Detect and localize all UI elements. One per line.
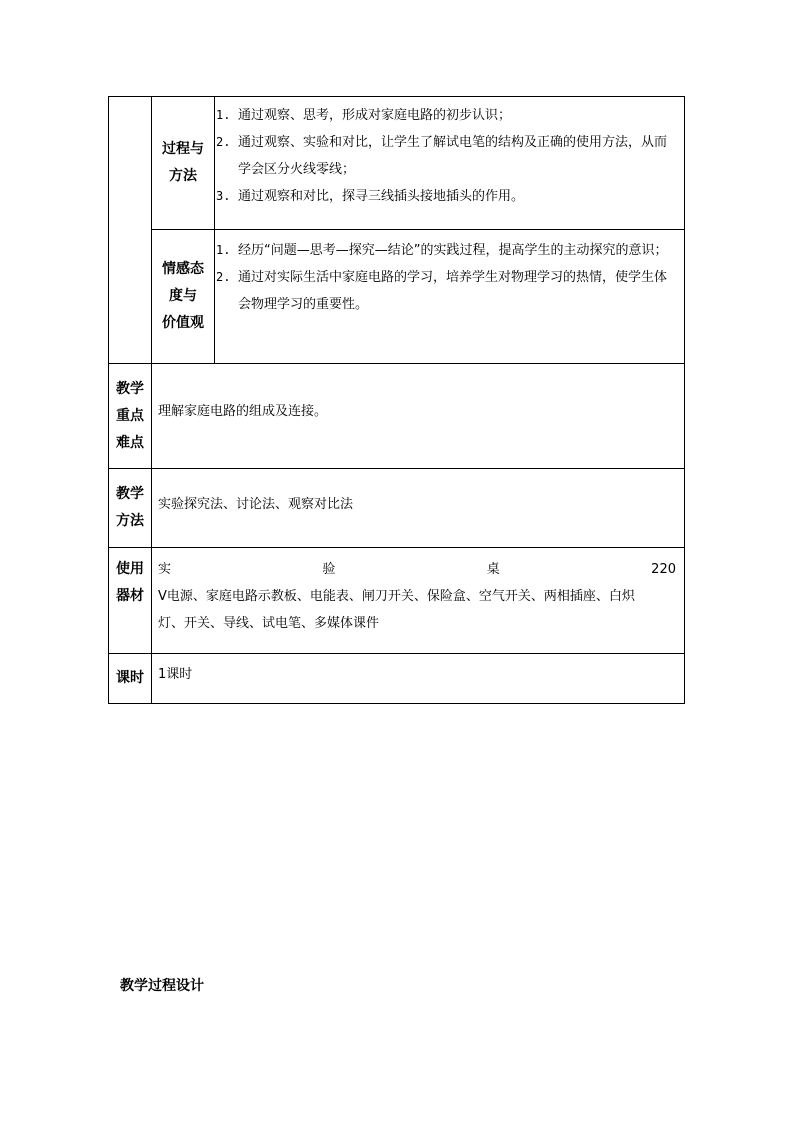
equipment-word: 220 [651, 562, 676, 577]
item-number: 2. [216, 270, 231, 284]
row-divider-objectives [108, 363, 685, 364]
equipment-line-3: 灯、开关、导线、试电笔、多媒体课件 [158, 616, 380, 631]
label-line: 方法 [116, 513, 144, 529]
table-border-right [684, 96, 685, 704]
attitude-values-label [152, 230, 214, 363]
equipment-word: 桌 [486, 562, 500, 577]
process-method-label [152, 97, 214, 229]
list-item [216, 237, 678, 264]
lesson-plan-table [108, 96, 685, 704]
label-line: 教学 [116, 380, 144, 397]
equipment-line-1 [158, 556, 676, 583]
label-line: 度与 [169, 288, 197, 304]
list-item [216, 129, 678, 183]
equipment-label [109, 548, 151, 618]
list-item [216, 264, 678, 318]
label-line: 价值观 [162, 315, 204, 331]
column-divider-sublabel [214, 96, 215, 363]
label-line: 重点 [116, 407, 144, 424]
teaching-method-label [109, 469, 151, 547]
label-line: 教学 [116, 486, 144, 502]
item-text: 通过观察、实验和对比，让学生了解试电笔的结构及正确的使用方法，从而学会区分火线零线； [238, 135, 668, 177]
class-hours-label [109, 654, 151, 703]
item-text: 通过观察和对比，探寻三线插头接地插头的作用。 [238, 189, 525, 204]
item-text: 通过对实际生活中家庭电路的学习，培养学生对物理学习的热情，使学生体会物理学习的重要性。 [238, 270, 668, 312]
key-points-label [109, 364, 151, 468]
section-title: 教学过程设计 [120, 978, 204, 994]
label-line: 器材 [116, 588, 144, 604]
attitude-values-content [216, 237, 678, 318]
equipment-content [158, 556, 676, 637]
item-number: 3. [216, 189, 231, 203]
label-line: 使用 [116, 561, 144, 577]
label-line: 情感态 [162, 261, 204, 277]
label-line: 难点 [116, 434, 144, 451]
equipment-line-2: V电源、家庭电路示教板、电能表、闸刀开关、保险盒、空气开关、两相插座、白炽 [158, 589, 635, 604]
item-number: 1. [216, 243, 231, 257]
row-divider-method [108, 547, 685, 548]
class-hours-content: 1课时 [158, 667, 193, 682]
row-divider-keypoints [108, 468, 685, 469]
key-points-content: 理解家庭电路的组成及连接。 [158, 404, 328, 419]
row-divider-equipment [108, 653, 685, 654]
list-item [216, 102, 678, 129]
item-number: 2. [216, 135, 231, 149]
item-text: 通过观察、思考，形成对家庭电路的初步认识； [238, 108, 512, 123]
label-line: 过程与 [162, 141, 204, 157]
item-text: 经历“问题—思考—探究—结论”的实践过程，提高学生的主动探究的意识； [238, 243, 668, 258]
list-item [216, 183, 678, 210]
process-method-content [216, 102, 678, 210]
equipment-word: 验 [322, 562, 336, 577]
teaching-method-content: 实验探究法、讨论法、观察对比法 [158, 497, 354, 512]
label-line: 课时 [116, 670, 144, 686]
item-number: 1. [216, 108, 231, 122]
row-divider-process [151, 229, 685, 230]
label-line: 方法 [169, 168, 197, 184]
table-border-bottom [108, 703, 685, 704]
equipment-word: 实 [158, 562, 172, 577]
